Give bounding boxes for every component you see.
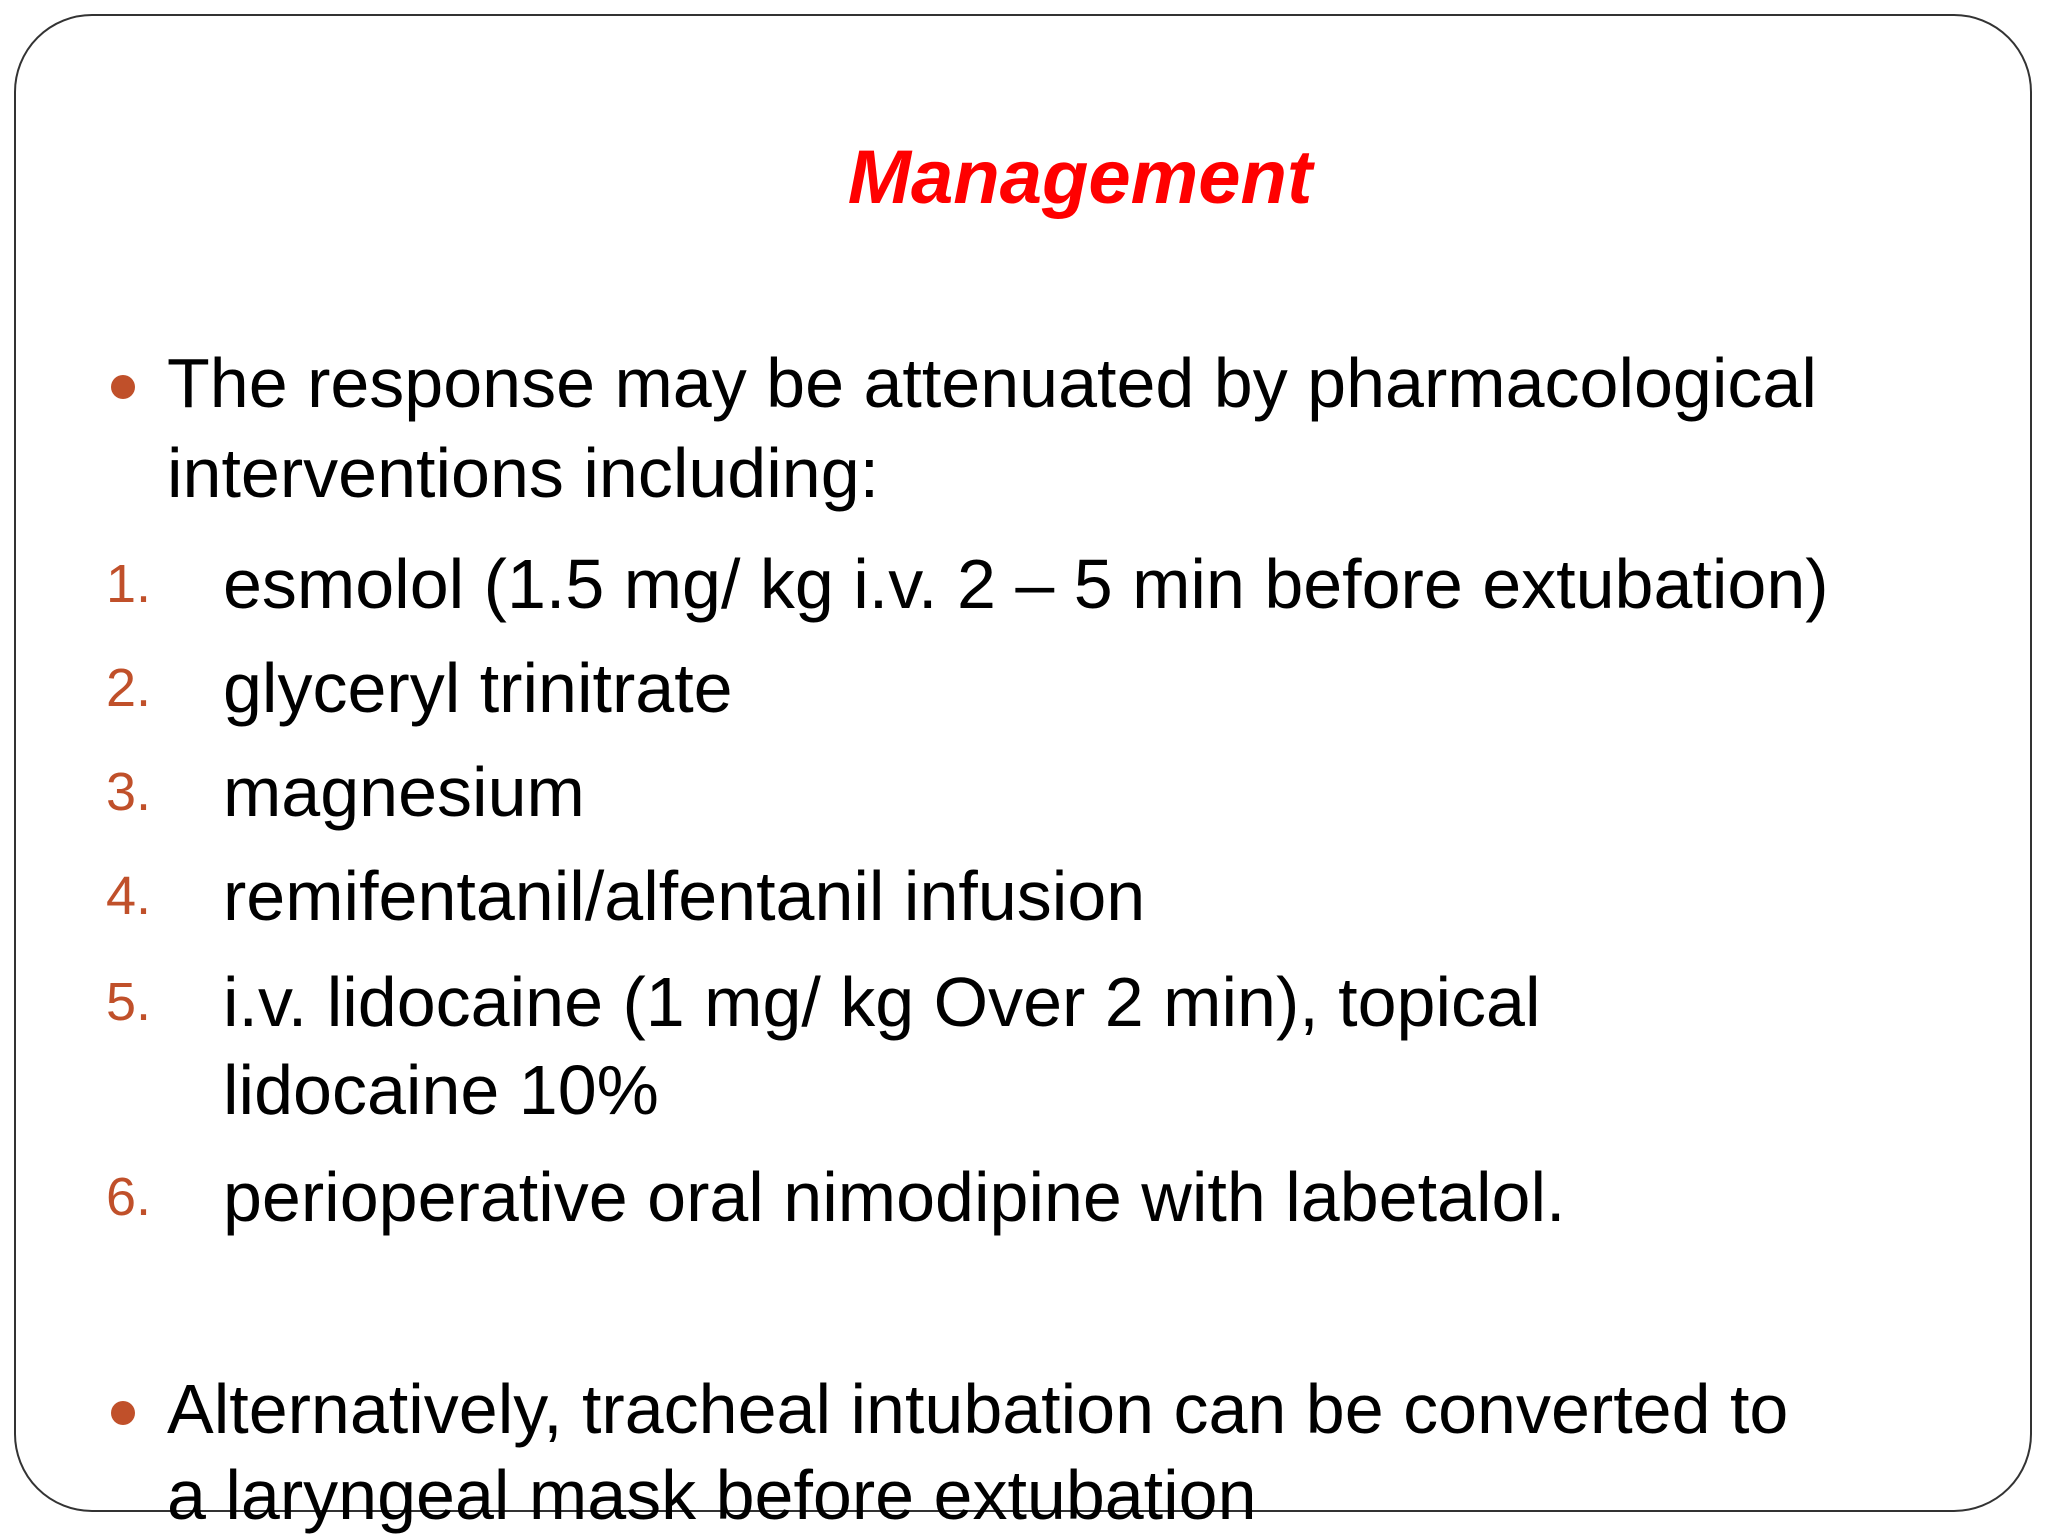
bullet-dot-icon: [111, 1401, 135, 1425]
list-item-text: esmolol (1.5 mg/ kg i.v. 2 – 5 min before extubation): [223, 545, 1829, 623]
bullet-text-line: The response may be attenuated by pharmacological: [167, 344, 1817, 422]
list-item: [0, 950, 2048, 1129]
bullet-text-line: a laryngeal mask before extubation: [167, 1456, 1257, 1534]
list-item: [0, 740, 2048, 844]
bullet-text-line: Alternatively, tracheal intubation can be converted to: [167, 1370, 1789, 1448]
list-number: 4.: [106, 866, 152, 926]
list-item-text: perioperative oral nimodipine with labetalol.: [223, 1158, 1566, 1236]
list-item-text: i.v. lidocaine (1 mg/ kg Over 2 min), topical: [223, 963, 1541, 1041]
list-number: 5.: [106, 972, 152, 1032]
bullet-dot-icon: [111, 375, 135, 399]
list-item-text: glyceryl trinitrate: [223, 649, 733, 727]
list-number: 6.: [106, 1167, 152, 1227]
slide-title: Management: [847, 135, 1313, 220]
list-item: [0, 1145, 2048, 1249]
list-item: [0, 532, 2048, 636]
list-number: 1.: [106, 554, 152, 614]
list-item-text: lidocaine 10%: [223, 1051, 659, 1129]
list-item-text: remifentanil/alfentanil infusion: [223, 857, 1146, 935]
list-item: [0, 844, 2048, 948]
list-number: 2.: [106, 658, 152, 718]
bullet-text-line: interventions including:: [167, 434, 880, 512]
list-item-text: magnesium: [223, 753, 585, 831]
list-item: [0, 636, 2048, 740]
list-number: 3.: [106, 762, 152, 822]
